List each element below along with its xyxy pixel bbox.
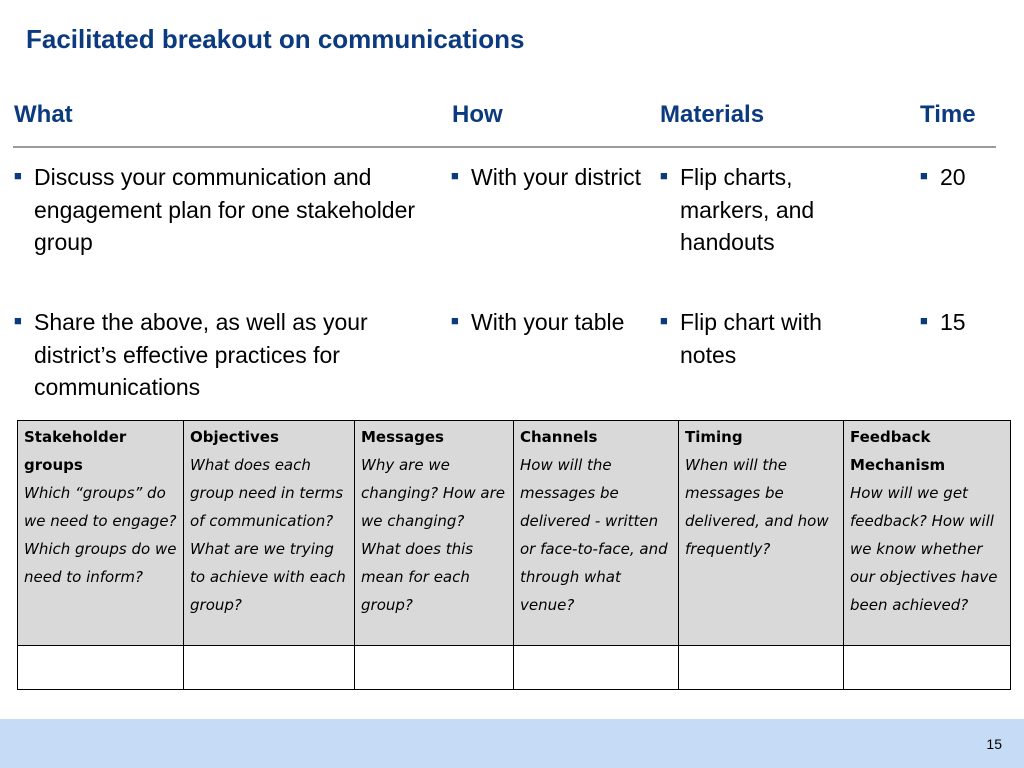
table-header-cell bbox=[679, 421, 844, 646]
agenda-text: 20 bbox=[940, 164, 966, 190]
column-heading: Objectives bbox=[190, 428, 279, 446]
column-heading: Messages bbox=[361, 428, 444, 446]
agenda-row-2-materials bbox=[660, 306, 870, 371]
column-heading: Channels bbox=[520, 428, 598, 446]
communication-plan-table bbox=[17, 420, 1011, 690]
agenda-text: Flip chart with notes bbox=[680, 309, 822, 368]
agenda-text: With your district bbox=[471, 164, 641, 190]
header-time: Time bbox=[920, 101, 976, 128]
agenda-text: Discuss your communication and engagement plan for one stakeholder group bbox=[34, 164, 416, 255]
square-bullet-icon: ■ bbox=[451, 313, 459, 328]
header-materials: Materials bbox=[660, 101, 765, 128]
empty-cell bbox=[355, 646, 514, 690]
agenda-text: Flip charts, markers, and handouts bbox=[680, 164, 815, 255]
slide-title: Facilitated breakout on communications bbox=[26, 24, 525, 54]
agenda-row-1-what bbox=[14, 161, 444, 259]
page-number: 15 bbox=[986, 736, 1002, 752]
table-header-cell bbox=[184, 421, 355, 646]
empty-cell bbox=[18, 646, 184, 690]
column-heading: Stakeholder groups bbox=[24, 428, 127, 474]
column-question: Why are we changing? How are we changing? What does this mean for each group? bbox=[361, 456, 505, 614]
empty-cell bbox=[844, 646, 1011, 690]
table-empty-row bbox=[18, 646, 1011, 690]
table-header-cell bbox=[18, 421, 184, 646]
table-header-cell bbox=[844, 421, 1011, 646]
square-bullet-icon: ■ bbox=[14, 168, 22, 183]
square-bullet-icon: ■ bbox=[660, 168, 668, 183]
column-question: How will we get feedback? How will we know whether our objectives have been achieved? bbox=[850, 484, 998, 614]
agenda-row-2-time bbox=[920, 306, 1000, 339]
header-what: What bbox=[14, 101, 73, 128]
agenda-row-2-how bbox=[451, 306, 641, 339]
square-bullet-icon: ■ bbox=[920, 313, 928, 328]
column-question: Which “groups” do we need to engage? Which groups do we need to inform? bbox=[24, 484, 177, 586]
column-heading: Timing bbox=[685, 428, 743, 446]
agenda-row-1-how bbox=[451, 161, 641, 194]
empty-cell bbox=[679, 646, 844, 690]
square-bullet-icon: ■ bbox=[14, 313, 22, 328]
agenda-row-2-what bbox=[14, 306, 444, 404]
table-header-cell bbox=[355, 421, 514, 646]
column-question: When will the messages be delivered, and how frequently? bbox=[685, 456, 829, 558]
agenda-header bbox=[0, 101, 1024, 141]
column-heading: Feedback Mechanism bbox=[850, 428, 946, 474]
agenda-text: Share the above, as well as your district’s effective practices for communications bbox=[34, 309, 368, 400]
agenda-row-1-materials bbox=[660, 161, 870, 259]
square-bullet-icon: ■ bbox=[660, 313, 668, 328]
agenda-text: 15 bbox=[940, 309, 966, 335]
square-bullet-icon: ■ bbox=[451, 168, 459, 183]
agenda-text: With your table bbox=[471, 309, 625, 335]
table-header-cell bbox=[514, 421, 679, 646]
header-divider bbox=[13, 146, 996, 148]
agenda-row-1-time bbox=[920, 161, 1000, 194]
empty-cell bbox=[514, 646, 679, 690]
empty-cell bbox=[184, 646, 355, 690]
footer-band bbox=[0, 719, 1024, 768]
column-question: How will the messages be delivered - written or face-to-face, and through what venue? bbox=[520, 456, 668, 614]
table-header-row bbox=[18, 421, 1011, 646]
column-question: What does each group need in terms of communication? What are we trying to achieve with each group? bbox=[190, 456, 346, 614]
square-bullet-icon: ■ bbox=[920, 168, 928, 183]
header-how: How bbox=[452, 101, 503, 128]
